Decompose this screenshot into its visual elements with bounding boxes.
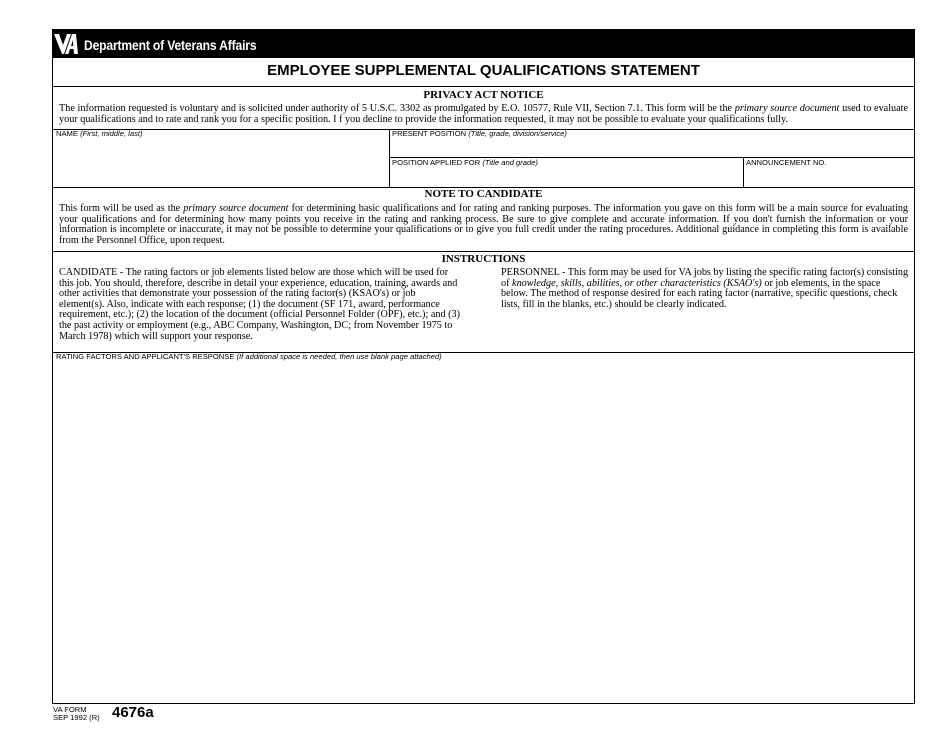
privacy-text-emphasis: primary source document: [734, 103, 840, 114]
announcement-number-field[interactable]: [744, 158, 914, 187]
rating-factors-label: RATING FACTORS AND APPLICANT'S RESPONSE (If additional space is needed, then use blank page attached): [56, 352, 442, 361]
note-text-part-2: for determining basic qualifications and for rating and ranking purposes. The information you gave on this form will be a main source for evaluating your qualifications and for determining how many points you receive in the rating and ranking process. Be sure to give complete and accurate information. If you don't furnish the information or your information is incomplete or inaccurate, it may not be possible to determine your qualifications or to give you full credit under the rating procedures. Additional guidance in completing this form is available from the Personnel Office, upon request.: [59, 203, 909, 246]
rating-factors-response-area[interactable]: [53, 352, 914, 703]
department-name: Department of Veterans Affairs: [84, 38, 257, 53]
position-applied-label: POSITION APPLIED FOR (Title and grade): [392, 158, 538, 167]
privacy-text-part-2: used to evaluate your qualifications and to rate and rank you for a specific position. I f you decline to provide the information requested, it may not be possible to evaluate your qualifications fully.: [59, 103, 908, 125]
note-text-emphasis: primary source document: [183, 203, 289, 214]
privacy-act-section: [53, 86, 914, 130]
note-to-candidate-section: [53, 187, 914, 252]
instructions-heading: INSTRUCTIONS: [441, 253, 526, 265]
form-number: 4676a: [112, 704, 154, 721]
form-title: EMPLOYEE SUPPLEMENTAL QUALIFICATIONS STATEMENT: [267, 62, 700, 79]
name-field-label: NAME (First, middle, last): [56, 129, 143, 138]
privacy-text: [59, 104, 908, 125]
announcement-label: ANNOUNCEMENT NO.: [746, 158, 827, 167]
va-logo-icon: [53, 31, 79, 57]
form-date: SEP 1992 (R): [53, 713, 100, 723]
personnel-text-part-1: PERSONNEL - This form may be used for VA jobs by listing the specific rating factor(s) consisting of: [501, 267, 909, 289]
form-label: VA FORM: [53, 705, 87, 714]
instructions-section: [53, 251, 914, 353]
privacy-text-part-1: The information requested is voluntary and is solicited under authority of 5 U.S.C. 3302 as promulgated by E.O. 10577, Rule VII, Section 7.1. This form will be the: [59, 103, 735, 114]
form-frame: [52, 58, 915, 704]
title-row: [53, 58, 914, 87]
note-heading: NOTE TO CANDIDATE: [424, 188, 543, 200]
personnel-instructions: [501, 268, 909, 310]
present-position-label: PRESENT POSITION (Title, grade, division/service): [392, 129, 567, 138]
name-field[interactable]: [53, 129, 389, 187]
position-applied-field[interactable]: [390, 158, 743, 187]
personnel-text-emphasis: knowledge, skills, abilities, or other characteristics (KSAO's): [512, 277, 762, 289]
note-text-part-1: This form will be used as the: [59, 203, 184, 214]
personnel-text-part-2: or job elements, in the space below. The method of response desired for each rating factor (narrative, specific questions, check lists, fill in the blanks, etc.) should be clearly indicated.: [501, 277, 898, 310]
privacy-heading: PRIVACY ACT NOTICE: [423, 89, 544, 101]
present-position-field[interactable]: [390, 129, 914, 157]
header-bar: [52, 29, 915, 58]
form-identifier: [53, 706, 100, 723]
note-text: [59, 204, 908, 246]
applicant-fields: [53, 129, 914, 188]
candidate-instructions: CANDIDATE - The rating factors or job elements listed below are those which will be used for this job. You should, therefore, describe in detail your experience, education, training, awards and other activities that demonstrate your possession of the rating factor(s) (KSAO's) or job element(s). Also, indicate with each response; (1) the document (SF 171, award, performance requirement, etc.); (2) the location of the document (official Personnel Folder (OPF), etc.); and (3) the past activity or employment (e.g., ABC Company, Washington, DC; from November 1975 to March 1978) which will support your response.: [59, 267, 460, 342]
